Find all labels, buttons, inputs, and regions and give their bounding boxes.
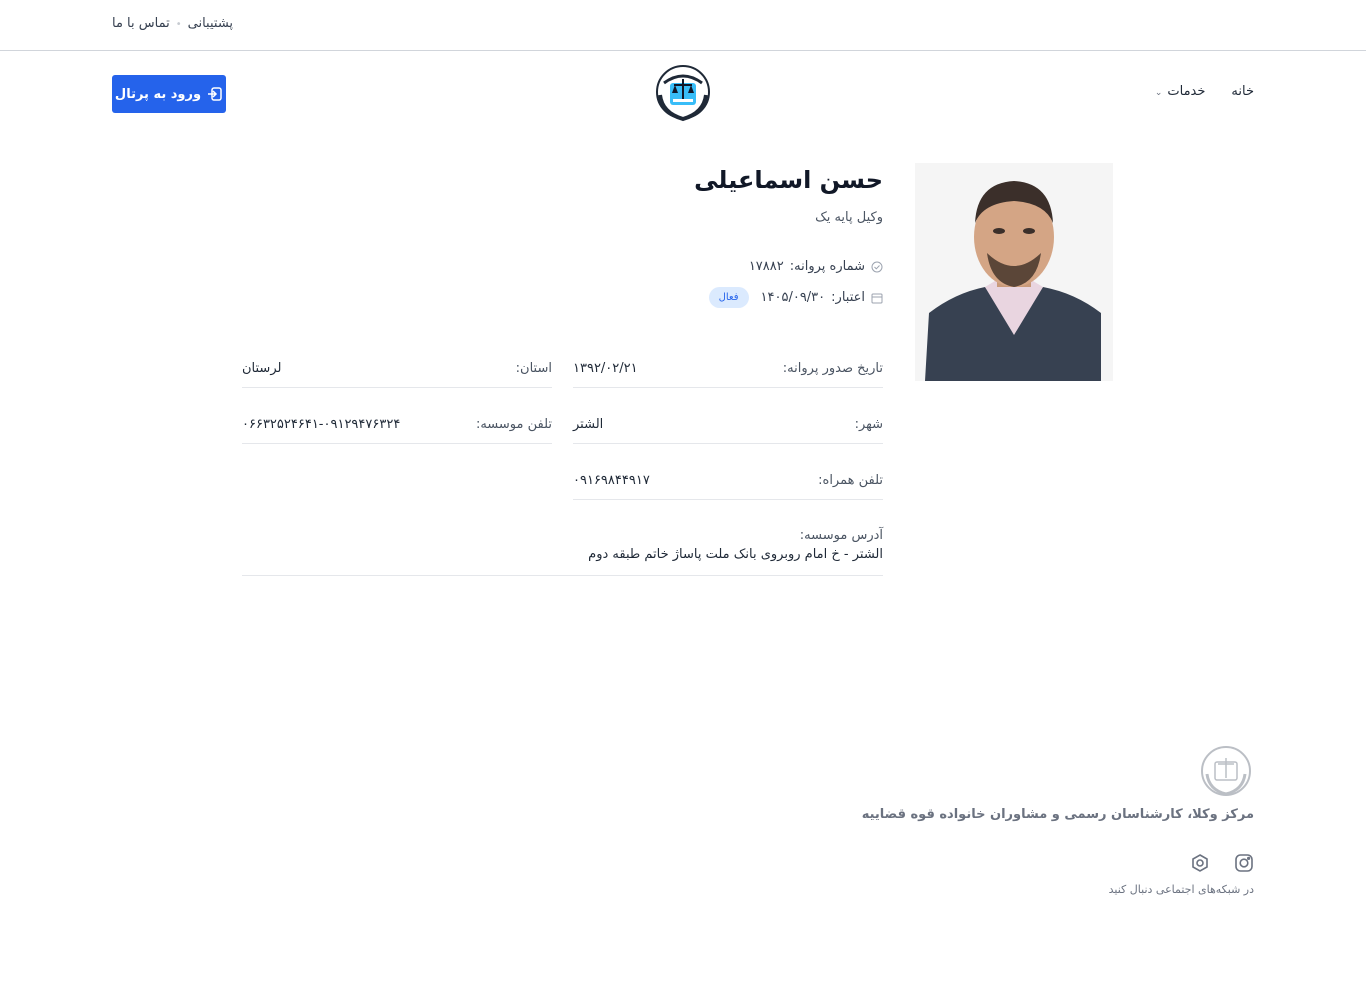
social-follow-text: در شبکه‌های اجتماعی دنبال کنید — [1108, 883, 1254, 896]
issue-date-field — [573, 361, 883, 388]
portal-login-button[interactable] — [112, 75, 226, 113]
instagram-icon[interactable] — [1234, 853, 1254, 873]
lawyer-rank: وکیل پایه یک — [815, 210, 883, 225]
separator-dot: • — [175, 19, 182, 30]
address-field — [242, 528, 883, 576]
license-number: ۱۷۸۸۲ — [748, 259, 784, 274]
validity-date: ۱۴۰۵/۰۹/۳۰ — [760, 290, 826, 305]
license-row — [749, 259, 883, 274]
province-field — [242, 361, 552, 388]
top-links — [112, 16, 233, 31]
chevron-down-icon: ⌄ — [1154, 88, 1163, 98]
license-label: شماره پروانه: — [789, 259, 865, 274]
address-value: الشتر - خ امام روبروی بانک ملت پاساژ خاتم طبقه دوم — [588, 547, 883, 562]
footer-org-name: مرکز وکلا، کارشناسان رسمی و مشاوران خانواده قوه قضاییه — [861, 807, 1254, 822]
validity-label: اعتبار: — [831, 290, 865, 305]
city-field — [573, 417, 883, 444]
office-phone-label: تلفن موسسه: — [475, 417, 552, 432]
mobile-label: تلفن همراه: — [818, 473, 883, 488]
rubika-icon[interactable] — [1190, 853, 1210, 873]
mobile-value: ۰۹۱۶۹۸۴۴۹۱۷ — [573, 473, 650, 488]
province-label: استان: — [515, 361, 552, 376]
province-value: لرستان — [242, 361, 282, 376]
calendar-icon — [871, 292, 883, 304]
city-label: شهر: — [854, 417, 883, 432]
status-badge: فعال — [709, 287, 749, 308]
lawyer-photo — [915, 163, 1113, 381]
main-nav — [1155, 84, 1254, 99]
city-value: الشتر — [573, 417, 604, 432]
issue-date-label: تاریخ صدور پروانه: — [782, 361, 883, 376]
contact-link[interactable]: تماس با ما — [112, 16, 170, 31]
validity-row — [709, 287, 883, 308]
portal-button-label: ورود به پرتال — [114, 86, 202, 102]
nav-services[interactable] — [1155, 84, 1206, 99]
issue-date-value: ۱۳۹۲/۰۲/۲۱ — [573, 361, 638, 376]
address-label: آدرس موسسه: — [799, 528, 883, 543]
lawyer-name: حسن اسماعیلی — [694, 166, 883, 194]
judiciary-logo — [654, 63, 712, 123]
login-icon — [207, 86, 223, 102]
footer-logo — [1199, 744, 1253, 798]
office-phone-value: ۰۶۶۳۲۵۲۴۶۴۱-۰۹۱۲۹۴۷۶۳۲۴ — [242, 417, 401, 432]
mobile-field — [573, 473, 883, 500]
support-link[interactable]: پشتیبانی — [187, 16, 234, 31]
social-links — [1190, 853, 1254, 873]
nav-services-label: خدمات — [1167, 84, 1206, 99]
check-circle-icon — [871, 261, 883, 273]
nav-home[interactable]: خانه — [1231, 84, 1254, 99]
office-phone-field — [242, 417, 552, 444]
